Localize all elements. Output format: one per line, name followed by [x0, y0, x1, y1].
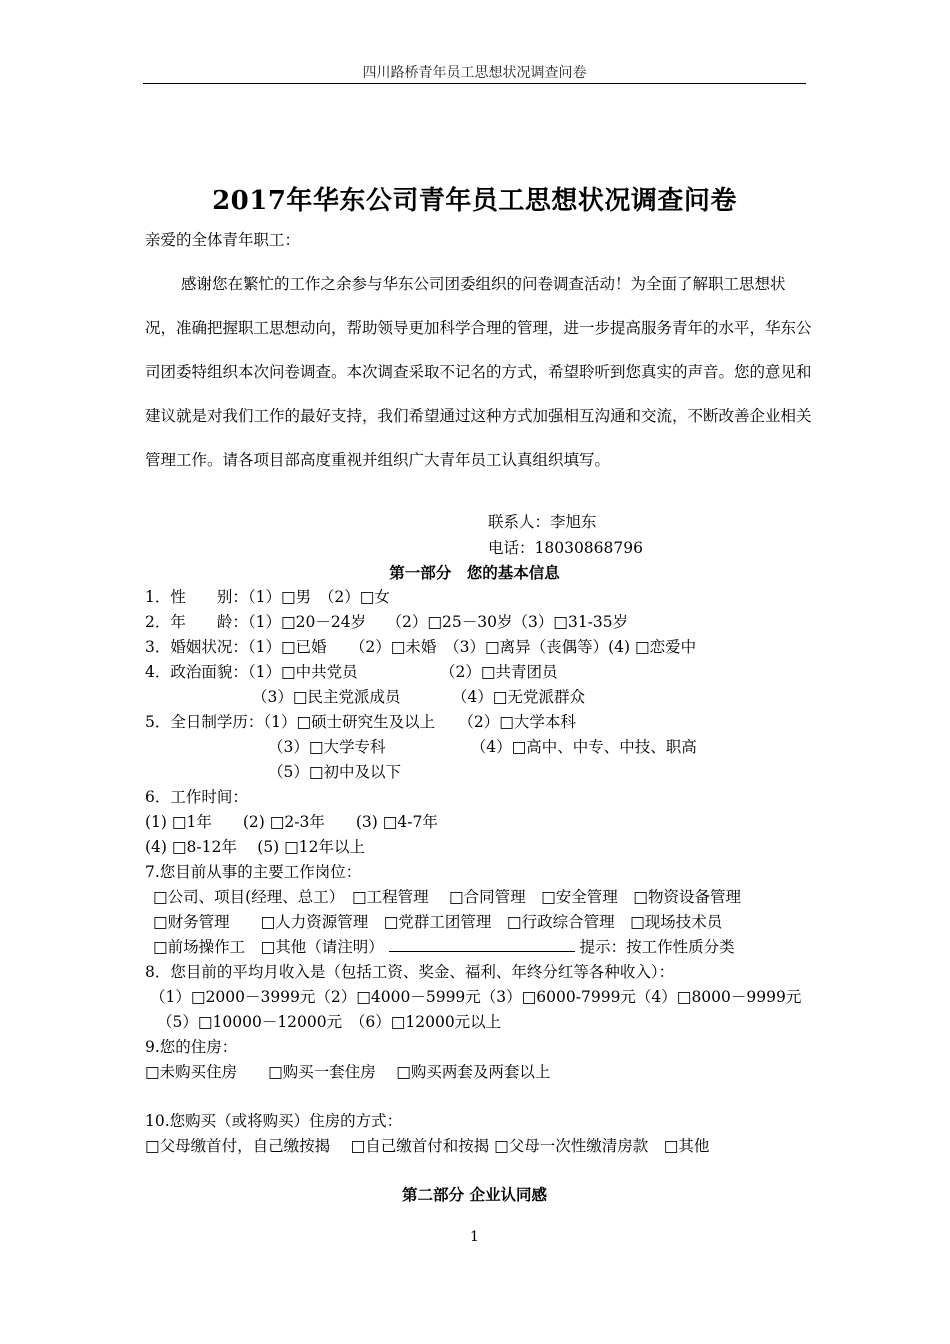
intro-paragraph — [145, 262, 815, 482]
question-5-education: 5．全日制学历：（1）□硕士研究生及以上 （2）□大学本科 — [145, 713, 576, 731]
question-6-options-2: (4) □8-12年 (5) □12年以上 — [145, 838, 366, 856]
question-6-options-1: (1) □1年 (2) □2-3年 (3) □4-7年 — [145, 813, 438, 831]
question-8-title: 8．您目前的平均月收入是（包括工资、奖金、福利、年终分红等各种收入）： — [145, 963, 675, 981]
question-1-gender: 1．性 别：（1）□男 （2）□女 — [145, 588, 390, 606]
question-4-options-2: （3）□民主党派成员 （4）□无党派群众 — [252, 688, 585, 706]
intro-text: 感谢您在繁忙的工作之余参与华东公司团委组织的问卷调查活动！为全面了解职工思想状况，准确把握职工思想动向，帮助领导更加科学合理的管理，进一步提高服务青年的水平，华东公司团委特组织本次问卷调查。本次调查采取不记名的方式，希望聆听到您真实的声音。您的意见和建议就是对我们工作的最好支持，我们希望通过这种方式加强相互沟通和交流，不断改善企业相关管理工作。请各项目部高度重视并组织广大青年员工认真组织填写。 — [145, 275, 812, 469]
question-7-options-3 — [153, 935, 735, 957]
header-divider — [143, 83, 806, 84]
question-9-title: 9.您的住房： — [145, 1038, 238, 1056]
question-6-title: 6．工作时间： — [145, 788, 248, 806]
other-specify-blank[interactable] — [389, 937, 575, 952]
question-7-options-2: □财务管理 □人力资源管理 □党群工团管理 □行政综合管理 □现场技术员 — [153, 913, 723, 931]
document-title: 2017年华东公司青年员工思想状况调查问卷 — [212, 186, 737, 216]
question-7-hint: 提示：按工作性质分类 — [579, 938, 735, 956]
question-2-age: 2．年 龄：（1）□20－24岁 （2）□25－30岁（3）□31-35岁 — [145, 613, 629, 631]
question-9-options: □未购买住房 □购买一套住房 □购买两套及两套以上 — [145, 1063, 551, 1081]
contact-phone: 电话：18030868796 — [488, 539, 643, 557]
question-10-options: □父母缴首付，自己缴按揭 □自己缴首付和按揭 □父母一次性缴清房款 □其他 — [145, 1137, 710, 1155]
question-7-title: 7.您目前从事的主要工作岗位： — [145, 863, 362, 881]
question-7-options-1: □公司、项目(经理、总工） □工程管理 □合同管理 □安全管理 □物资设备管理 — [153, 888, 741, 906]
question-10-title: 10.您购买（或将购买）住房的方式： — [145, 1112, 403, 1130]
question-3-marital: 3．婚姻状况：（1）□已婚 （2）□未婚 （3）□离异（丧偶等）(4) □恋爱中 — [145, 638, 697, 656]
question-7-other-label: □前场操作工 □其他（请注明） — [153, 938, 384, 956]
page-number: 1 — [470, 1229, 479, 1245]
question-8-options-2: （5）□10000－12000元 （6）□12000元以上 — [157, 1013, 502, 1031]
greeting: 亲爱的全体青年职工： — [145, 231, 301, 249]
question-5-options-2: （3）□大学专科 （4）□高中、中专、中技、职高 — [268, 738, 697, 756]
page-header: 四川路桥青年员工思想状况调查问卷 — [362, 65, 587, 81]
question-5-options-3: （5）□初中及以下 — [268, 763, 402, 781]
contact-person: 联系人：李旭东 — [488, 513, 597, 531]
part2-title: 第二部分 企业认同感 — [402, 1185, 547, 1204]
question-8-options-1: （1）□2000－3999元（2）□4000－5999元（3）□6000-7999元（4）□8000－9999元 — [150, 988, 802, 1006]
question-4-political: 4．政治面貌：（1）□中共党员 （2）□共青团员 — [145, 663, 558, 681]
part1-title: 第一部分 您的基本信息 — [389, 563, 560, 582]
